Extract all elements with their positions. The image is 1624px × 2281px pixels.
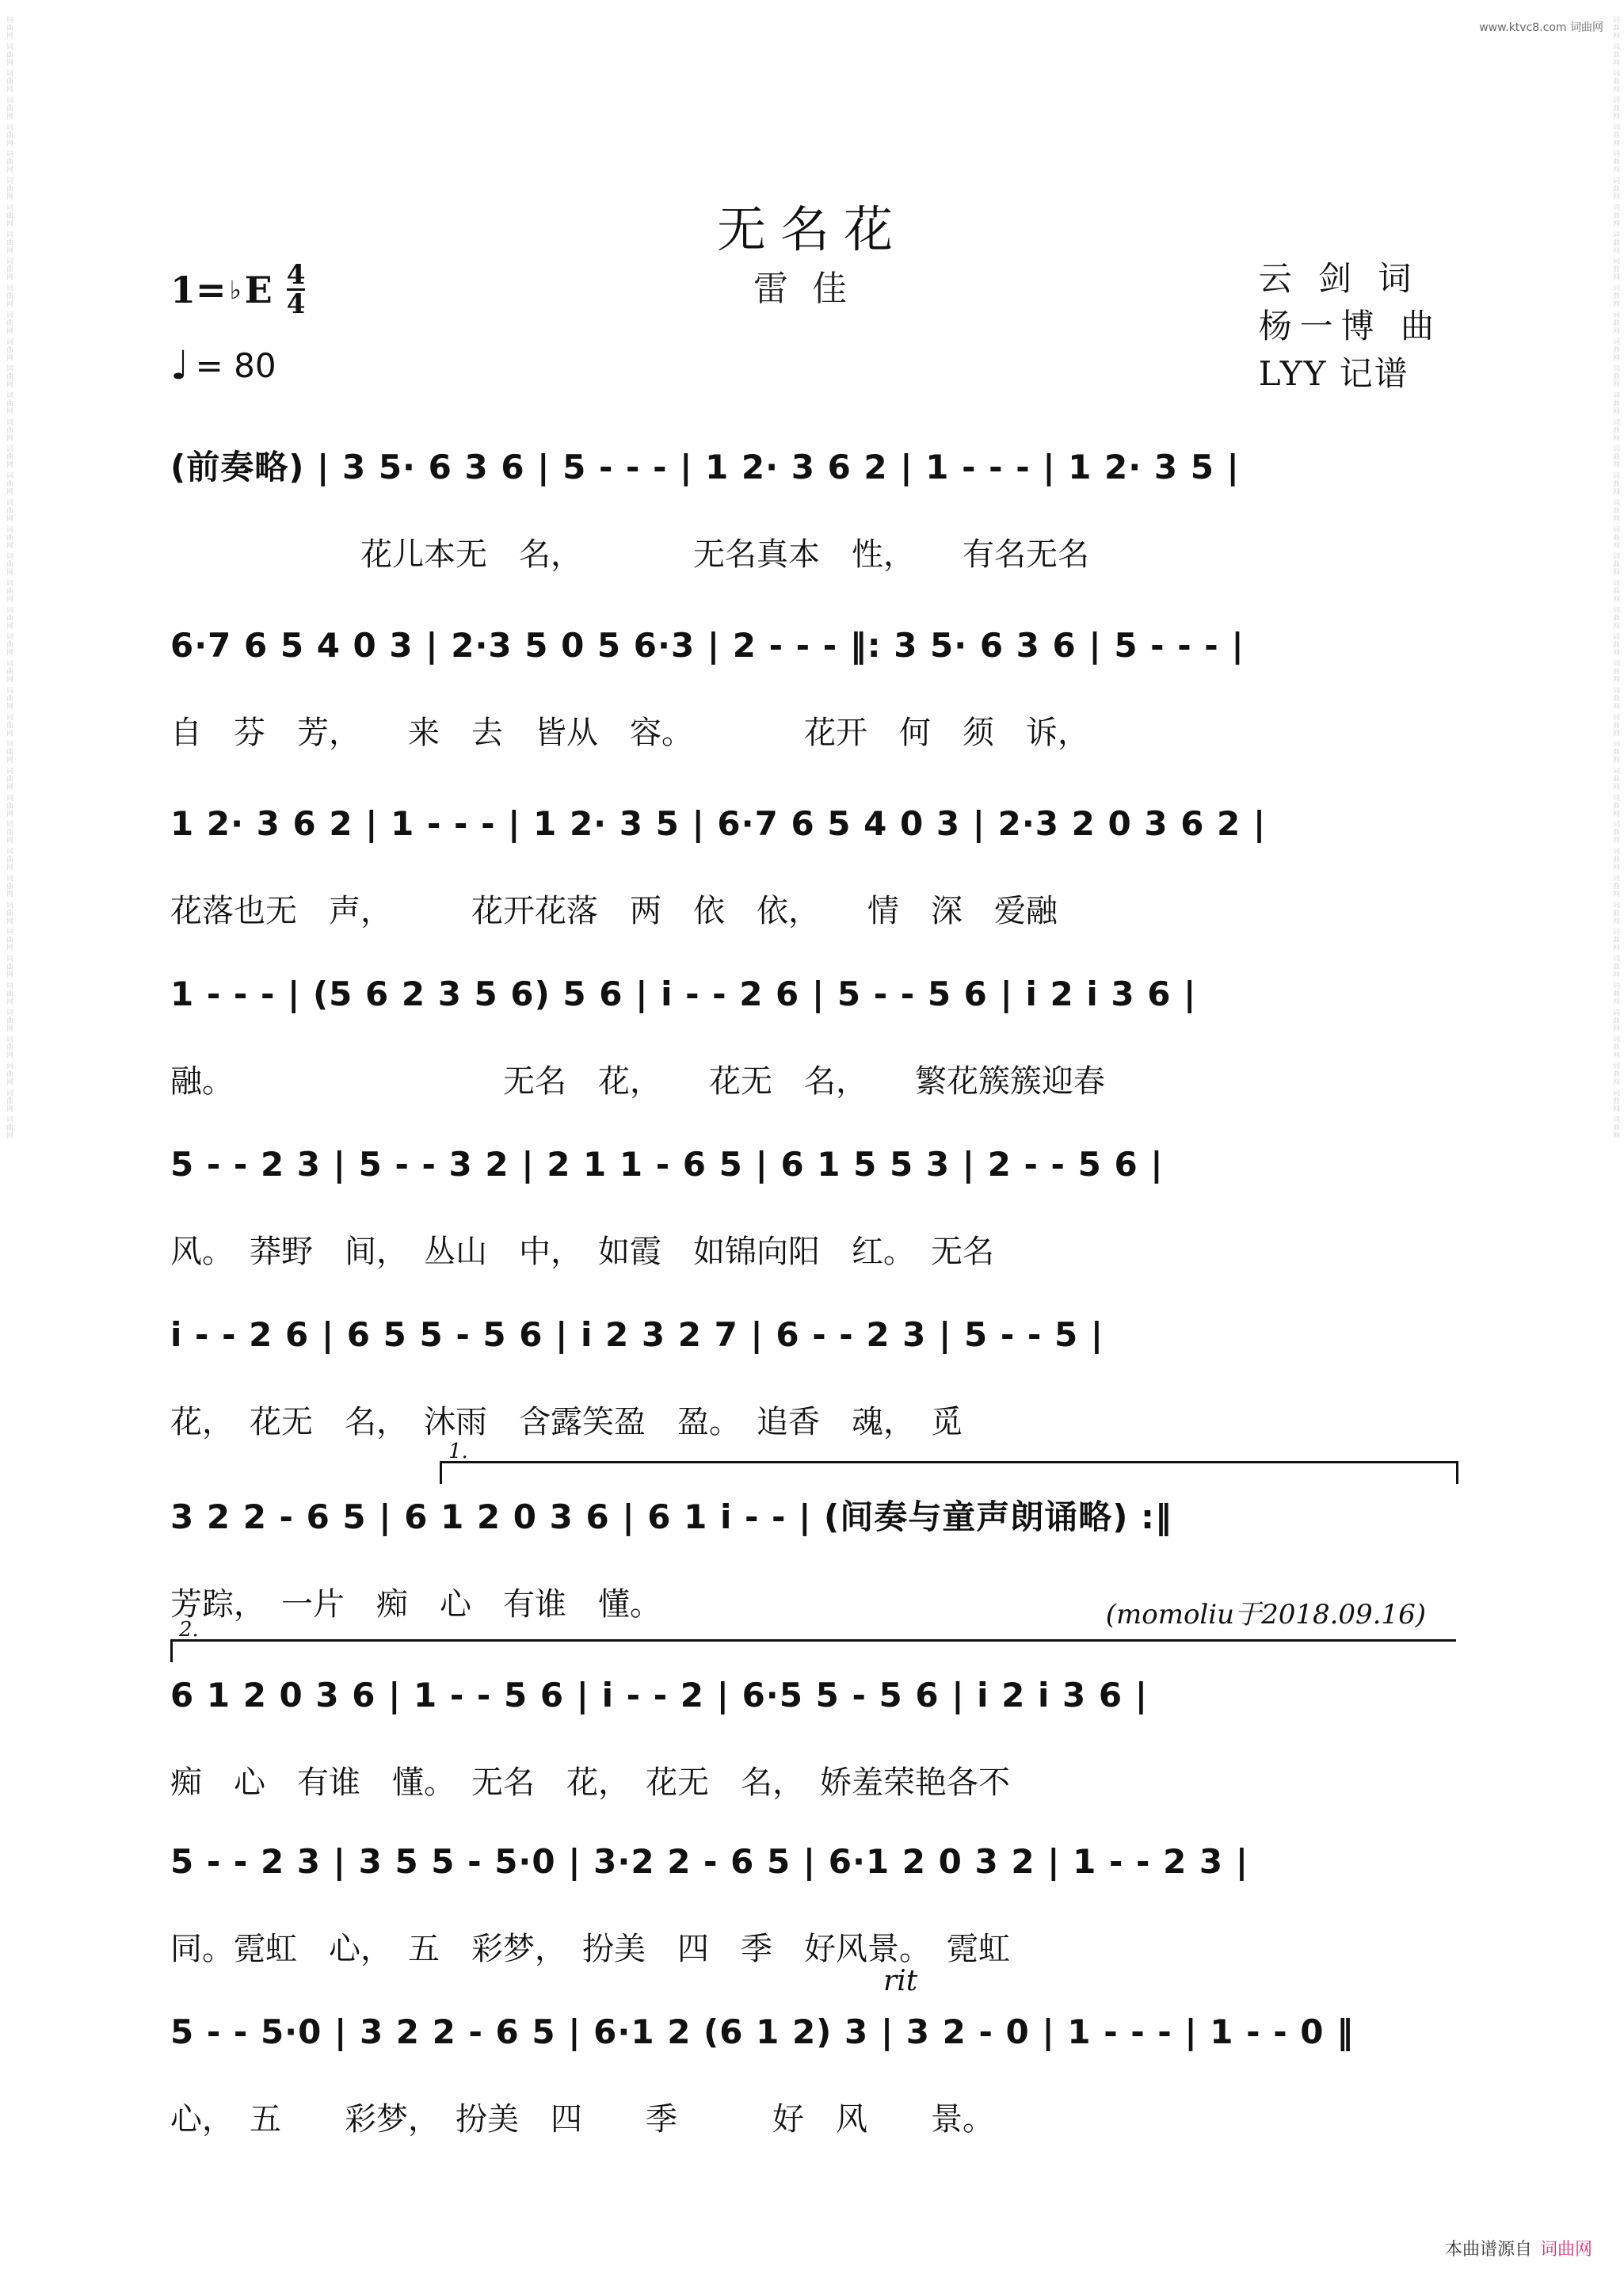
notation-line: 6·7 6 5 4 0 3 | 2·3 5 0 5 6·3 | 2 - - - ‖: 3 5· 6 3 6 | 5 - - - |	[170, 626, 1245, 665]
score-system-3	[170, 788, 1458, 947]
first-ending-bracket	[440, 1440, 1458, 1484]
lyrics-line: 风。 莽野 间， 丛山 中， 如霞 如锦向阳 红。 无名	[170, 1234, 994, 1270]
time-top: 4	[286, 259, 306, 291]
lyrics-line: 心， 五 彩梦， 扮美 四 季 好 风 景。	[170, 2101, 994, 2138]
lyrics-line: 花， 花无 名， 沐雨 含露笑盈 盈。 追香 魂， 觅	[170, 1404, 963, 1440]
singer-name: 雷佳	[753, 269, 871, 309]
key-prefix: 1=	[170, 268, 227, 311]
lyrics-line: 融。 无名 花， 花无 名， 繁花簇簇迎春	[170, 1063, 1105, 1100]
site-url-watermark: www.ktvc8.com 词曲网	[1479, 21, 1603, 34]
notation-line: i - - 2 6 | 6 5 5 - 5 6 | i 2 3 2 7 | 6 - - 2 3 | 5 - - 5 |	[170, 1315, 1104, 1354]
score-system-7	[170, 1440, 1458, 1640]
notation-line: 5 - - 5·0 | 3 2 2 - 6 5 | 6·1 2 (6 1 2) 3 | 3 2 - 0 | 1 - - - | 1 - - 0 ‖	[170, 2012, 1355, 2051]
transcriber: LYY 记谱	[1258, 354, 1409, 393]
notation-line: 1 - - - | (5 6 2 3 5 6) 5 6 | i - - 2 6 | 5 - - 5 6 | i 2 i 3 6 |	[170, 975, 1197, 1013]
footer-source-text: 本曲谱源自	[1444, 2240, 1532, 2260]
tempo-marking	[170, 342, 276, 388]
lyrics-line: 同。霓虹 心， 五 彩梦， 扮美 四 季 好风景。 霓虹	[170, 1931, 1010, 1967]
first-ending-label: 1.	[448, 1440, 468, 1463]
credits	[1259, 255, 1442, 398]
lyrics-line: 芳踪， 一片 痴 心 有谁 懂。	[170, 1586, 661, 1623]
side-watermark-right: 词曲网 词曲网 词曲网 词曲网 词曲网 词曲网 词曲网 词曲网 词曲网 词曲网 词曲网 词曲网 词曲网 词曲网 词曲网 词曲网 词曲网 词曲网 词曲网 词曲网 词曲网 词曲网 词曲网 词曲网 词曲网 词曲网 词曲网 词曲网 词曲网 词曲网 词曲网 词曲网 词曲网 词曲网 词曲网 词曲网 词曲网 词曲网 词曲网 词曲网 词曲网 词曲网	[1611, 16, 1619, 1140]
second-ending-label: 2.	[179, 1618, 199, 1642]
composer: 杨一博 曲	[1258, 307, 1442, 345]
score-system-9	[170, 1826, 1458, 1985]
lyrics-line: 自 芬 芳， 来 去 皆从 容。 花开 何 须 诉，	[170, 715, 1089, 751]
notation-line: 3 2 2 - 6 5 | 6 1 2 0 3 6 | 6 1 i - - | (间奏与童声朗诵略) :‖	[170, 1497, 1172, 1536]
notation-line: 1 2· 3 6 2 | 1 - - - | 1 2· 3 5 | 6·7 6 5 4 0 3 | 2·3 2 0 3 6 2 |	[170, 804, 1267, 843]
notation-line: 5 - - 2 3 | 3 5 5 - 5·0 | 3·2 2 - 6 5 | 6·1 2 0 3 2 | 1 - - 2 3 |	[170, 1842, 1249, 1881]
lyricist: 云 剑 词	[1258, 259, 1420, 298]
notation-line: 6 1 2 0 3 6 | 1 - - 5 6 | i - - 2 | 6·5 5 - 5 6 | i 2 i 3 6 |	[170, 1676, 1149, 1715]
key-letter: E	[244, 268, 273, 311]
ritardando-marking: rit	[883, 1965, 918, 1997]
song-title: 无名花	[716, 200, 907, 258]
quarter-note-icon: ♩	[170, 342, 189, 388]
score-system-4	[170, 959, 1458, 1117]
score-system-1	[170, 432, 1458, 590]
transcriber-annotation: (momoliu于2018.09.16)	[1105, 1599, 1426, 1631]
time-bottom: 4	[286, 288, 306, 320]
footer-brand[interactable]: 词曲网	[1539, 2240, 1592, 2260]
time-signature	[287, 261, 306, 318]
footer	[1445, 2236, 1592, 2260]
score-system-10	[170, 1965, 1458, 2155]
lyrics-line: 痴 心 有谁 懂。 无名 花， 花无 名， 娇羞荣艳各不	[170, 1764, 1010, 1801]
key-signature	[170, 261, 305, 318]
flat-icon: ♭	[229, 274, 242, 305]
lyrics-line: 花落也无 声， 花开花落 两 依 依， 情 深 爱融	[170, 893, 1058, 929]
second-ending-bracket	[170, 1618, 1456, 1662]
score-system-6	[170, 1299, 1458, 1458]
score-system-5	[170, 1129, 1458, 1287]
score-system-8	[170, 1618, 1458, 1818]
score-system-2	[170, 610, 1458, 769]
tempo-value: = 80	[195, 345, 276, 385]
lyrics-line: 花儿本无 名， 无名真本 性， 有名无名	[170, 536, 1089, 573]
side-watermark-left: 词曲网 词曲网 词曲网 词曲网 词曲网 词曲网 词曲网 词曲网 词曲网 词曲网 词曲网 词曲网 词曲网 词曲网 词曲网 词曲网 词曲网 词曲网 词曲网 词曲网 词曲网 词曲网 词曲网 词曲网 词曲网 词曲网 词曲网 词曲网 词曲网 词曲网 词曲网 词曲网 词曲网 词曲网 词曲网 词曲网 词曲网 词曲网 词曲网 词曲网 词曲网 词曲网	[5, 16, 13, 1140]
notation-line: 5 - - 2 3 | 5 - - 3 2 | 2 1 1 - 6 5 | 6 1 5 5 3 | 2 - - 5 6 |	[170, 1145, 1164, 1184]
notation-line: (前奏略) | 3 5· 6 3 6 | 5 - - - | 1 2· 3 6 2 | 1 - - - | 1 2· 3 5 |	[170, 448, 1240, 486]
